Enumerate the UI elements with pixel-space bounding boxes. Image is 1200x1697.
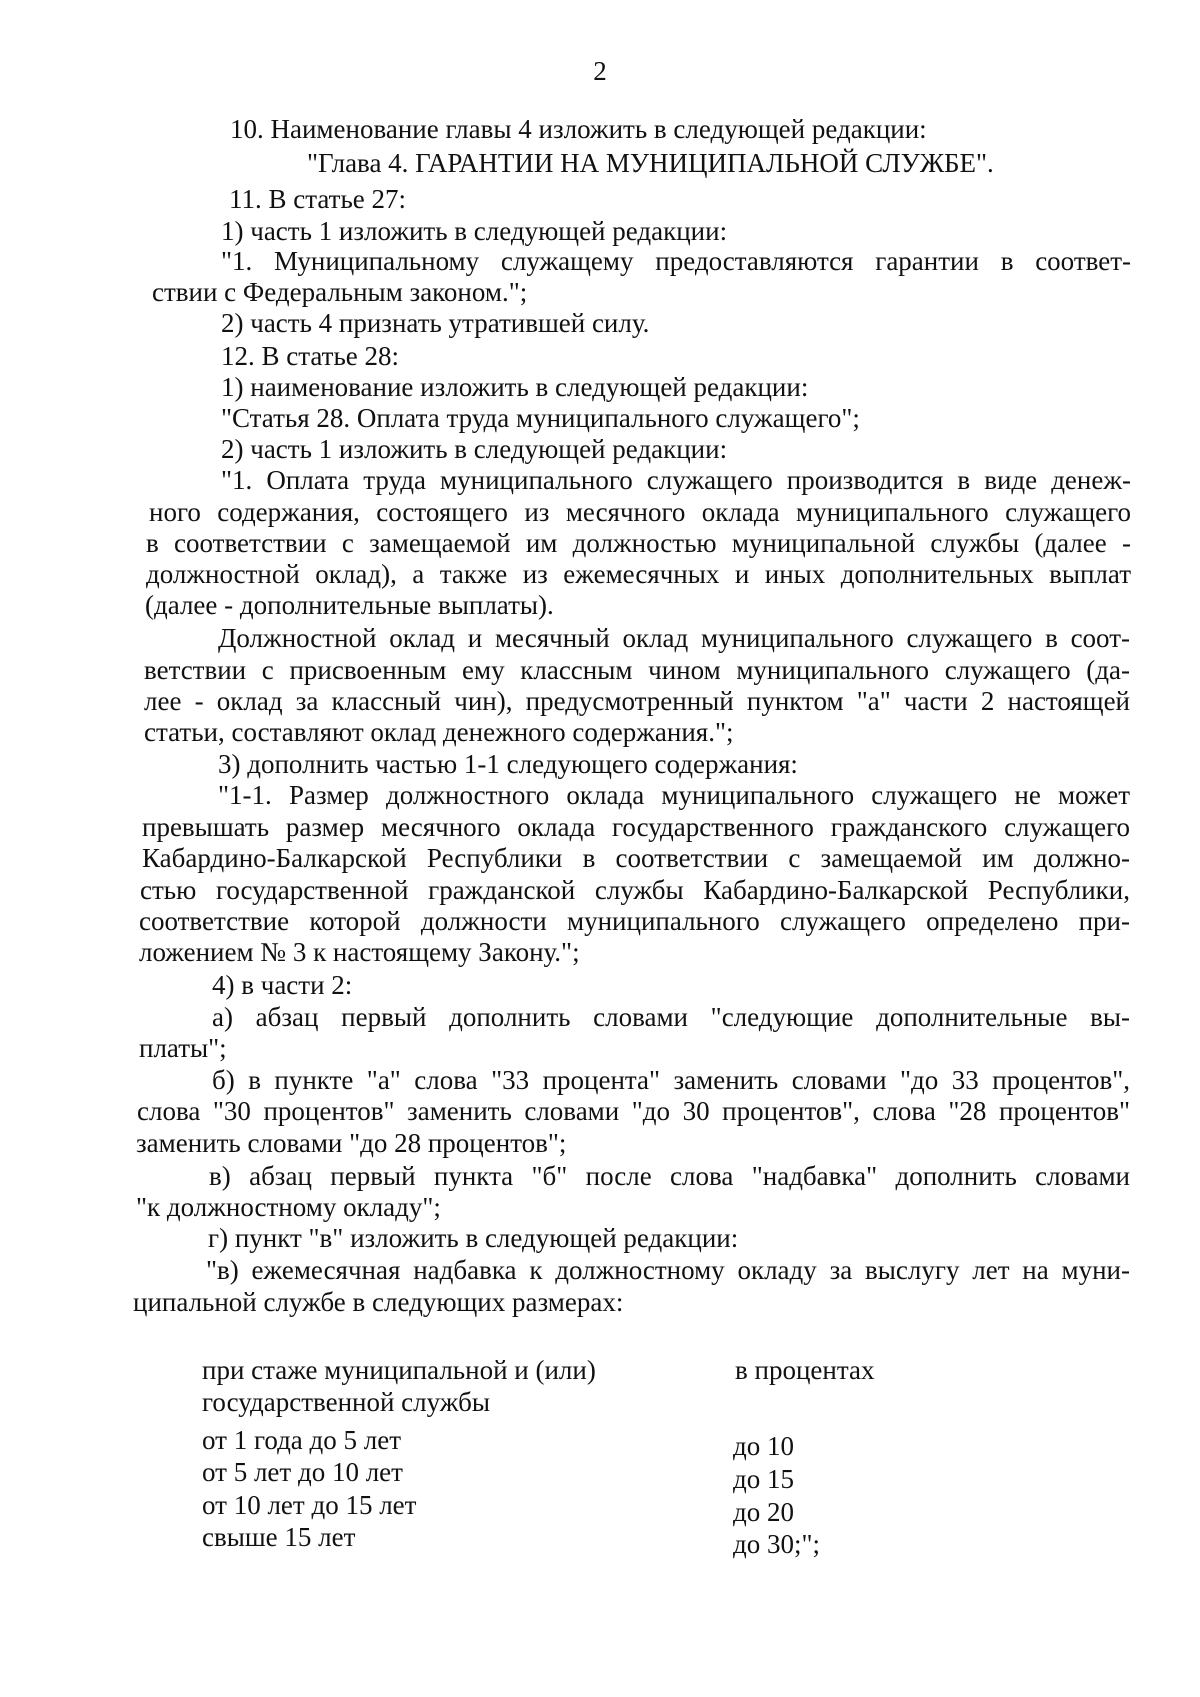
text-line: ложением № 3 к настоящему Закону."; <box>139 937 580 967</box>
text-line: 2) часть 1 изложить в следующей редакции: <box>221 434 728 464</box>
text-line: 10. Наименование главы 4 изложить в следующей редакции: <box>230 114 927 144</box>
text-line: "1. Оплата труда муниципального служащего производится в виде денеж- <box>221 465 1131 495</box>
table-header-right: в процентах <box>735 1355 875 1385</box>
table-row-left: от 1 года до 5 лет <box>202 1425 402 1455</box>
text-line: ствии с Федеральным законом."; <box>152 277 528 307</box>
text-line: 1) часть 1 изложить в следующей редакции: <box>221 216 728 246</box>
table-row-right: до 20 <box>733 1497 794 1527</box>
text-line: 1) наименование изложить в следующей редакции: <box>221 372 809 402</box>
text-line: Должностной оклад и месячный оклад муниципального служащего в соот- <box>218 623 1130 653</box>
text-line: (далее - дополнительные выплаты). <box>145 590 554 620</box>
text-line: "1. Муниципальному служащему предоставляются гарантии в соответ- <box>221 246 1131 276</box>
text-line: статьи, составляют оклад денежного содержания."; <box>144 717 734 747</box>
text-line: заменить словами "до 28 процентов"; <box>136 1128 567 1158</box>
text-line: 4) в части 2: <box>212 970 353 1000</box>
text-line: ветствии с присвоенным ему классным чином муниципального служащего (да- <box>144 655 1130 685</box>
text-line: "Статья 28. Оплата труда муниципального служащего"; <box>221 403 860 433</box>
text-line: г) пункт "в" изложить в следующей редакции: <box>208 1223 739 1253</box>
table-row-right: до 15 <box>733 1464 794 1494</box>
text-line: превышать размер месячного оклада государственного гражданского служащего <box>142 812 1130 842</box>
text-line: в соответствии с замещаемой им должностью муниципальной службы (далее - <box>146 528 1131 558</box>
text-line: стью государственной гражданской службы Кабардино-Балкарской Республики, <box>140 875 1130 905</box>
text-line: ципальной службе в следующих размерах: <box>133 1287 624 1317</box>
text-line: лее - оклад за классный чин), предусмотренный пунктом "а" части 2 настоящей <box>144 686 1130 716</box>
table-header-left-2: государственной службы <box>202 1387 490 1417</box>
page-number: 2 <box>593 56 607 86</box>
text-line: "1-1. Размер должностного оклада муниципального служащего не может <box>218 780 1130 810</box>
text-line: ного содержания, состоящего из месячного оклада муниципального служащего <box>149 497 1131 527</box>
table-row-left: от 5 лет до 10 лет <box>202 1457 403 1487</box>
text-line: 2) часть 4 признать утратившей силу. <box>221 308 650 338</box>
table-row-right: до 10 <box>733 1431 794 1461</box>
text-line: слова "30 процентов" заменить словами "до 30 процентов", слова "28 процентов" <box>137 1096 1130 1126</box>
text-line: 11. В статье 27: <box>229 184 407 214</box>
text-line: 3) дополнить частью 1-1 следующего содержания: <box>218 749 798 779</box>
table-row-left: от 10 лет до 15 лет <box>202 1490 417 1520</box>
text-line: платы"; <box>139 1033 227 1063</box>
text-line: должностной оклад), а также из ежемесячных и иных дополнительных выплат <box>146 559 1131 589</box>
text-line: "в) ежемесячная надбавка к должностному окладу за выслугу лет на муни- <box>206 1255 1130 1285</box>
table-row-right: до 30;"; <box>733 1529 821 1559</box>
table-header-left-1: при стаже муниципальной и (или) <box>202 1355 596 1385</box>
text-line: а) абзац первый дополнить словами "следующие дополнительные вы- <box>212 1002 1130 1032</box>
text-line: 12. В статье 28: <box>221 341 400 371</box>
text-line: "Глава 4. ГАРАНТИИ НА МУНИЦИПАЛЬНОЙ СЛУЖБЕ". <box>307 148 994 178</box>
text-line: в) абзац первый пункта "б" после слова "надбавка" дополнить словами <box>209 1161 1130 1191</box>
table-row-left: свыше 15 лет <box>202 1522 356 1552</box>
text-line: Кабардино-Балкарской Республики в соответствии с замещаемой им должно- <box>142 843 1130 873</box>
text-line: соответствие которой должности муниципального служащего определено при- <box>139 906 1130 936</box>
text-line: б) в пункте "а" слова "33 процента" заменить словами "до 33 процентов", <box>212 1065 1130 1095</box>
text-line: "к должностному окладу"; <box>136 1192 441 1222</box>
